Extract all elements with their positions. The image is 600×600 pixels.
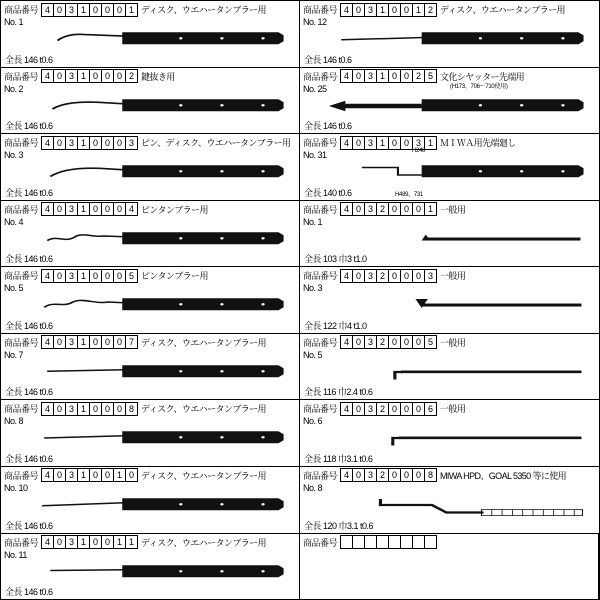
product-code: 4 0 3 1 0 0 0 5 <box>41 269 138 283</box>
cell-header <box>303 536 595 549</box>
product-illustration <box>300 227 599 253</box>
cell-header <box>303 203 596 216</box>
catalog-cell <box>1 68 300 134</box>
dimension-text: 全長 116 巾2.4 t0.6 <box>304 387 373 398</box>
product-code: 4 0 3 1 0 0 1 0 <box>41 468 138 482</box>
catalog-row <box>1 400 599 467</box>
product-code: 4 0 3 2 0 0 0 8 <box>340 468 437 482</box>
product-illustration <box>1 227 299 253</box>
code-label: 商品番号 <box>303 5 338 15</box>
product-code: 4 0 3 1 0 0 0 2 <box>41 69 138 83</box>
product-number: No. 1 <box>303 216 323 227</box>
dimension-text: 全長 140 t0.6 <box>304 187 352 198</box>
product-illustration <box>300 27 599 53</box>
code-label: 商品番号 <box>4 138 39 149</box>
product-number: No. 31 <box>303 150 327 161</box>
product-number: No. 1 <box>4 17 24 27</box>
product-code: 4 0 3 1 0 0 0 3 <box>41 136 138 150</box>
dimension-text: 全長 146 t0.6 <box>304 121 352 132</box>
product-description: ディスク、ウエハータンブラー用 <box>141 5 266 15</box>
product-code: 4 0 3 1 0 0 0 1 <box>41 3 138 17</box>
dimension-text: 全長 146 t0.6 <box>304 54 352 65</box>
dimension-text: 全長 146 t0.6 <box>5 254 53 265</box>
catalog-cell <box>300 68 599 134</box>
code-label: 商品番号 <box>4 337 39 348</box>
code-label: 商品番号 <box>4 204 39 215</box>
desc-text: 文化シヤッター先端用 <box>440 71 525 82</box>
product-code: 4 0 3 1 0 0 0 4 <box>41 202 138 216</box>
product-number: No. 8 <box>4 416 24 427</box>
cell-header <box>303 3 596 16</box>
product-code: 4 0 3 1 0 0 3 1 <box>340 136 437 150</box>
catalog-cell <box>1 334 300 400</box>
product-illustration <box>300 360 599 386</box>
catalog-cell <box>300 467 599 533</box>
code-label: 商品番号 <box>4 404 39 415</box>
catalog-row <box>1 134 599 201</box>
dimension-text: 全長 146 t0.6 <box>5 453 53 464</box>
code-label: 商品番号 <box>4 5 39 15</box>
model-note-top: H248 <box>412 148 426 155</box>
product-illustration <box>1 160 299 186</box>
catalog-cell <box>300 1 599 67</box>
product-description: ディスク、ウエハータンブラー用 <box>141 537 266 548</box>
cell-header <box>303 469 596 482</box>
product-description: 一般用 <box>440 271 466 282</box>
code-label: 商品番号 <box>4 470 39 481</box>
product-description: ディスク、ウエハータンブラー用 <box>141 404 266 415</box>
product-illustration <box>300 94 599 120</box>
product-illustration <box>300 426 599 452</box>
catalog-cell <box>300 400 599 466</box>
product-code: 4 0 3 2 0 0 0 5 <box>340 335 437 349</box>
dimension-text: 全長 103 巾3 t1.0 <box>304 254 367 265</box>
product-number: No. 7 <box>4 349 24 360</box>
code-label: 商品番号 <box>303 470 338 481</box>
product-illustration <box>1 560 299 586</box>
product-code: 4 0 3 1 0 0 0 7 <box>41 335 138 349</box>
catalog-row <box>1 267 599 334</box>
cell-header <box>4 336 296 349</box>
product-description: 鍵抜き用 <box>141 71 175 82</box>
code-label: 商品番号 <box>4 537 39 548</box>
catalog-cell <box>1 534 300 600</box>
product-number: No. 4 <box>4 216 24 227</box>
product-number: No. 5 <box>4 283 24 294</box>
dimension-text: 全長 146 t0.6 <box>5 387 53 398</box>
catalog-row <box>1 1 599 68</box>
cell-header <box>4 469 296 482</box>
code-label: 商品番号 <box>303 71 338 82</box>
product-description: 一般用 <box>440 337 466 348</box>
product-illustration <box>300 160 599 186</box>
product-number: No. 25 <box>303 83 327 94</box>
product-description: ＭＩＷＡ用先端廻し <box>440 138 516 149</box>
catalog-cell <box>1 134 300 200</box>
product-illustration <box>1 94 299 120</box>
catalog-cell <box>1 1 300 67</box>
product-illustration <box>1 27 299 53</box>
product-code: 4 0 3 1 0 0 1 2 <box>340 3 437 17</box>
product-description: 一般用 <box>440 204 466 215</box>
catalog-row <box>1 334 599 401</box>
product-description: 一般用 <box>440 404 466 415</box>
cell-header <box>303 402 596 415</box>
cell-header <box>4 136 296 149</box>
catalog-cell <box>300 534 599 600</box>
product-illustration <box>1 360 299 386</box>
product-number: No. 8 <box>303 482 323 493</box>
catalog-cell <box>1 400 300 466</box>
dimension-text: 全長 146 t0.6 <box>5 187 53 198</box>
product-description: ディスク、ウエハータンブラー用 <box>141 470 266 481</box>
code-label: 商品番号 <box>4 271 39 282</box>
cell-header <box>4 269 296 282</box>
product-illustration <box>1 426 299 452</box>
code-label: 商品番号 <box>303 537 338 548</box>
cell-header <box>303 136 596 149</box>
dimension-text: 全長 146 t0.6 <box>5 320 53 331</box>
product-code: 4 0 3 1 0 0 2 5 <box>340 69 437 83</box>
dimension-text: 全長 122 巾4 t1.0 <box>304 320 367 331</box>
usage-note: (H173、706～710使用) <box>450 83 508 90</box>
product-description: ディスク、ウエハータンブラー用 <box>440 5 565 15</box>
catalog-cell <box>300 201 599 267</box>
dimension-text: 全長 118 巾3.1 t0.6 <box>304 453 373 464</box>
product-number: No. 5 <box>303 349 323 360</box>
product-illustration <box>300 493 599 519</box>
product-illustration <box>300 293 599 319</box>
dimension-text: 全長 146 t0.6 <box>5 520 53 531</box>
product-code: 4 0 3 2 0 0 0 6 <box>340 402 437 416</box>
catalog-cell <box>300 267 599 333</box>
cell-header <box>4 536 296 549</box>
code-label: 商品番号 <box>303 271 338 282</box>
dimension-text: 全長 146 t0.6 <box>5 587 53 598</box>
catalog-row <box>1 201 599 268</box>
cell-header <box>4 70 296 83</box>
product-number: No. 10 <box>4 482 28 493</box>
dimension-text: 全長 146 t0.6 <box>5 54 53 65</box>
product-code: 4 0 3 2 0 0 0 1 <box>340 202 437 216</box>
product-number: No. 12 <box>303 17 327 27</box>
product-number: No. 2 <box>4 83 24 94</box>
cell-header <box>4 3 296 16</box>
cell-header <box>4 402 296 415</box>
product-code: 4 0 3 2 0 0 0 3 <box>340 269 437 283</box>
cell-header <box>303 269 596 282</box>
code-label: 商品番号 <box>303 337 338 348</box>
model-note-bottom: H489、731 <box>395 191 423 198</box>
product-code: 4 0 3 1 0 0 1 1 <box>41 535 138 549</box>
catalog-cell <box>300 334 599 400</box>
product-code-empty <box>340 535 437 549</box>
catalog-cell <box>300 134 599 200</box>
product-number: No. 3 <box>303 283 323 294</box>
cell-header <box>303 336 596 349</box>
product-illustration <box>1 493 299 519</box>
code-label: 商品番号 <box>303 404 338 415</box>
catalog-cell <box>1 467 300 533</box>
dimension-text: 全長 146 t0.6 <box>5 121 53 132</box>
product-description: ディスク、ウエハータンブラー用 <box>141 337 266 348</box>
catalog-row <box>1 68 599 135</box>
code-label: 商品番号 <box>4 71 39 82</box>
product-number: No. 6 <box>303 416 323 427</box>
catalog-cell <box>1 267 300 333</box>
product-illustration <box>1 293 299 319</box>
product-number: No. 11 <box>4 549 27 560</box>
product-description: MIWA HPD、GOAL 5350 等に使用 <box>440 470 567 481</box>
catalog-cell <box>1 201 300 267</box>
product-description: ピン、ディスク、ウエハータンブラー用 <box>141 138 291 149</box>
product-number: No. 3 <box>4 150 24 161</box>
code-label: 商品番号 <box>303 204 338 215</box>
cell-header <box>4 203 296 216</box>
product-description: ピンタンブラー用 <box>141 271 208 282</box>
code-label: 商品番号 <box>303 138 338 149</box>
product-description: ピンタンブラー用 <box>141 204 208 215</box>
catalog-row <box>1 534 599 600</box>
catalog-row <box>1 467 599 534</box>
product-code: 4 0 3 1 0 0 0 8 <box>41 402 138 416</box>
dimension-text: 全長 120 巾3.1 t0.6 <box>304 520 374 531</box>
